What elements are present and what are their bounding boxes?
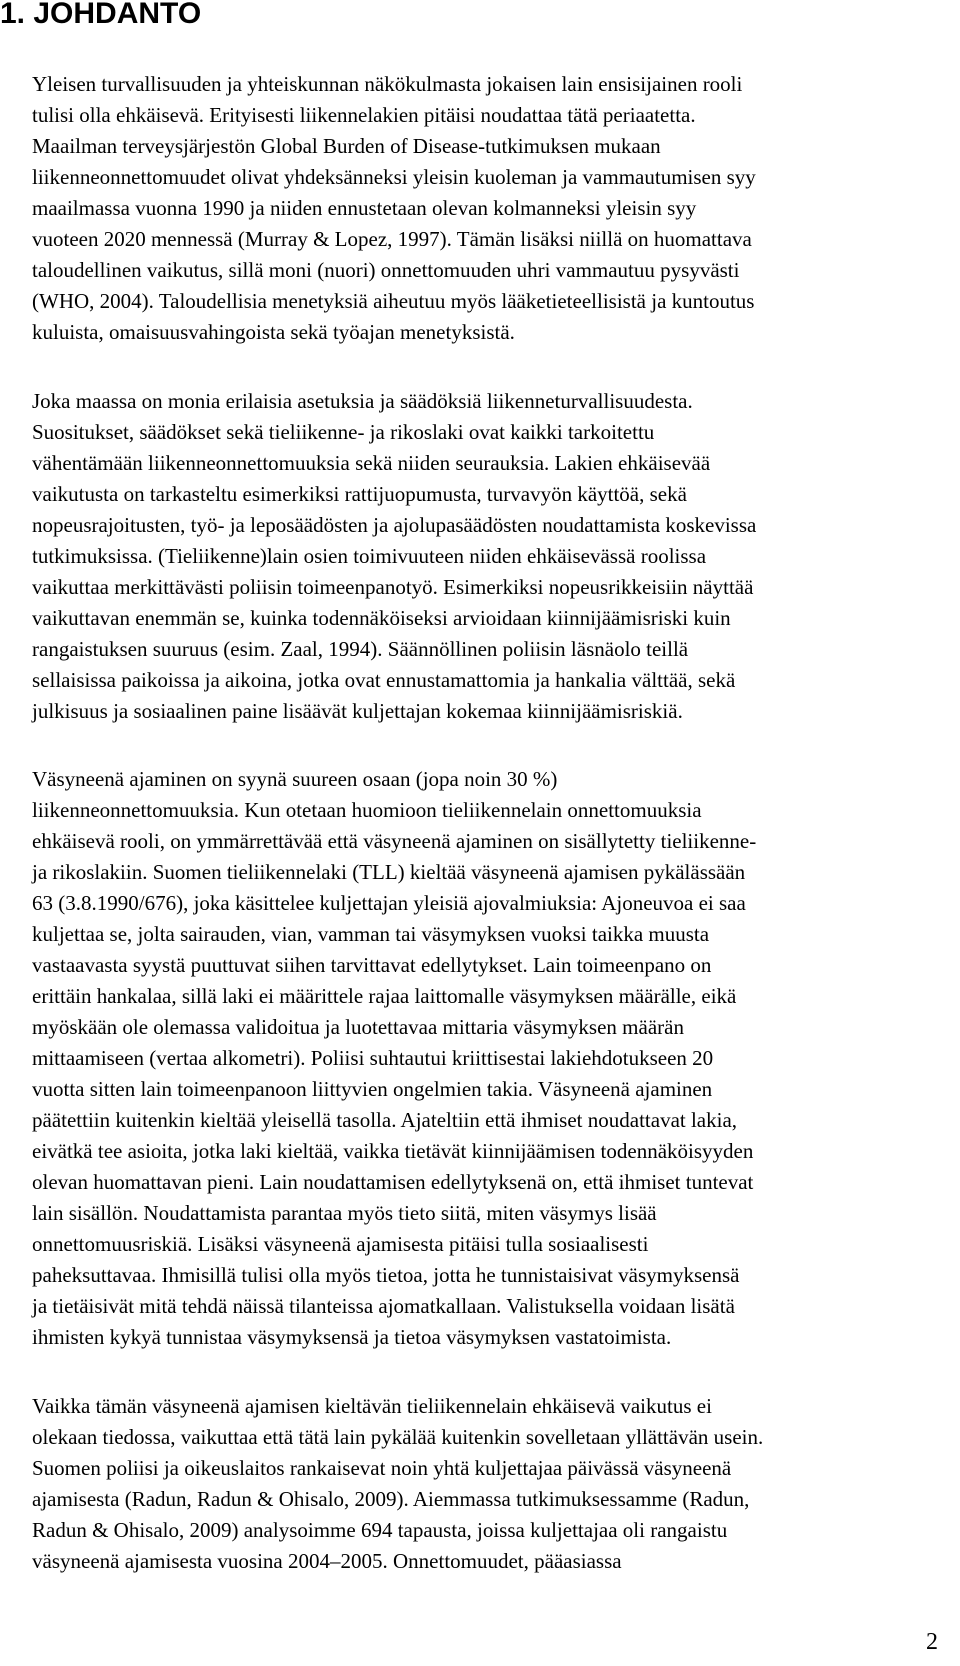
text-line: Suomen poliisi ja oikeuslaitos rankaisevat noin yhtä kuljettajaa päivässä väsyneenä	[32, 1456, 732, 1480]
text-line: ajamisesta (Radun, Radun & Ohisalo, 2009). Aiemmassa tutkimuksessamme (Radun,	[32, 1487, 750, 1511]
text-line: tulisi olla ehkäisevä. Erityisesti liikennelakien pitäisi noudattaa tätä periaatetta.	[32, 103, 696, 127]
text-line: Joka maassa on monia erilaisia asetuksia ja säädöksiä liikenneturvallisuudesta.	[32, 389, 693, 413]
text-line: Radun & Ohisalo, 2009) analysoimme 694 tapausta, joissa kuljettajaa oli rangaistu	[32, 1518, 728, 1542]
text-line: (WHO, 2004). Taloudellisia menetyksiä aiheutuu myös lääketieteellisistä ja kuntoutus	[32, 289, 755, 313]
text-line: rangaistuksen suuruus (esim. Zaal, 1994). Säännöllinen poliisin läsnäolo teillä	[32, 637, 689, 661]
section-heading: 1. JOHDANTO	[0, 0, 202, 30]
text-line: ehkäisevä rooli, on ymmärrettävää että väsyneenä ajaminen on sisällytetty tieliikenne-	[32, 829, 757, 853]
text-line: vaikuttavan enemmän se, kuinka todennäköiseksi arvioidaan kiinnijäämisriski kuin	[32, 606, 731, 630]
text-line: julkisuus ja sosiaalinen paine lisäävät kuljettajan kokemaa kiinnijäämisriskiä.	[32, 699, 683, 723]
text-line: myöskään ole olemassa validoitua ja luotettavaa mittaria väsymyksen määrän	[32, 1015, 684, 1039]
text-line: erittäin hankalaa, sillä laki ei määrittele rajaa laittomalle väsymyksen määrälle, eikä	[32, 984, 737, 1008]
text-line: lain sisällön. Noudattamista parantaa myös tieto siitä, miten väsymys lisää	[32, 1201, 657, 1225]
text-line: vaikutusta on tarkasteltu esimerkiksi rattijuopumusta, turvavyön käyttöä, sekä	[32, 482, 687, 506]
paragraph-4	[32, 1391, 942, 1577]
paragraph-2	[32, 386, 942, 727]
text-line: onnettomuusriskiä. Lisäksi väsyneenä ajamisesta pitäisi tulla sosiaalisesti	[32, 1232, 649, 1256]
text-line: taloudellinen vaikutus, sillä moni (nuori) onnettomuuden uhri vammautuu pysyvästi	[32, 258, 740, 282]
text-line: liikenneonnettomuudet olivat yhdeksänneksi yleisin kuoleman ja vammautumisen syy	[32, 165, 756, 189]
text-line: paheksuttavaa. Ihmisillä tulisi olla myös tietoa, jotta he tunnistaisivat väsymyksensä	[32, 1263, 740, 1287]
text-line: ihmisten kykyä tunnistaa väsymyksensä ja tietoa väsymyksen vastatoimista.	[32, 1325, 672, 1349]
text-line: sellaisissa paikoissa ja aikoina, jotka ovat ennustamattomia ja hankalia välttää, sekä	[32, 668, 736, 692]
text-line: kuluista, omaisuusvahingoista sekä työajan menetyksistä.	[32, 320, 515, 344]
text-line: Vaikka tämän väsyneenä ajamisen kieltävän tieliikennelain ehkäisevä vaikutus ei	[32, 1394, 712, 1418]
text-line: vastaavasta syystä puuttuvat siihen tarvittavat edellytykset. Lain toimeenpano on	[32, 953, 712, 977]
text-line: Väsyneenä ajaminen on syynä suureen osaan (jopa noin 30 %)	[32, 767, 558, 791]
paragraph-3	[32, 764, 942, 1353]
page-number: 2	[926, 1629, 938, 1655]
paragraph-1	[32, 69, 942, 348]
text-line: väsyneenä ajamisesta vuosina 2004–2005. Onnettomuudet, pääasiassa	[32, 1549, 622, 1573]
text-line: kuljettaa se, jolta sairauden, vian, vamman tai väsymyksen vuoksi taikka muusta	[32, 922, 710, 946]
text-line: vuoteen 2020 mennessä (Murray & Lopez, 1997). Tämän lisäksi niillä on huomattava	[32, 227, 752, 251]
text-line: päätettiin kuitenkin kieltää yleisellä tasolla. Ajateltiin että ihmiset noudattavat lakia,	[32, 1108, 738, 1132]
text-line: eivätkä tee asioita, jotka laki kieltää, vaikka tietävät kiinnijäämisen todennäköisyyden	[32, 1139, 754, 1163]
text-line: Maailman terveysjärjestön Global Burden of Disease-tutkimuksen mukaan	[32, 134, 661, 158]
text-line: Yleisen turvallisuuden ja yhteiskunnan näkökulmasta jokaisen lain ensisijainen rooli	[32, 72, 743, 96]
text-line: olekaan tiedossa, vaikuttaa että tätä lain pykälää kuitenkin sovelletaan yllättävän usein.	[32, 1425, 764, 1449]
text-line: ja tietäisivät mitä tehdä näissä tilanteissa ajomatkallaan. Valistuksella voidaan lisätä	[32, 1294, 735, 1318]
text-line: mittaamiseen (vertaa alkometri). Poliisi suhtautui kriittisestai lakiehdotukseen 20	[32, 1046, 714, 1070]
text-line: Suositukset, säädökset sekä tieliikenne- ja rikoslaki ovat kaikki tarkoitettu	[32, 420, 655, 444]
text-line: liikenneonnettomuuksia. Kun otetaan huomioon tieliikennelain onnettomuuksia	[32, 798, 702, 822]
text-line: nopeusrajoitusten, työ- ja leposäädösten ja ajolupasäädösten noudattamista koskevissa	[32, 513, 757, 537]
text-line: maailmassa vuonna 1990 ja niiden ennustetaan olevan kolmanneksi yleisin syy	[32, 196, 697, 220]
text-line: olevan huomattavan pieni. Lain noudattamisen edellytyksenä on, että ihmiset tuntevat	[32, 1170, 754, 1194]
text-line: ja rikoslakiin. Suomen tieliikennelaki (TLL) kieltää väsyneenä ajamisen pykälässään	[32, 860, 746, 884]
text-line: vaikuttaa merkittävästi poliisin toimeenpanotyö. Esimerkiksi nopeusrikkeisiin näyttää	[32, 575, 754, 599]
text-line: 63 (3.8.1990/676), joka käsittelee kuljettajan yleisiä ajovalmiuksia: Ajoneuvoa ei saa	[32, 891, 746, 915]
text-line: vuotta sitten lain toimeenpanoon liittyvien ongelmien takia. Väsyneenä ajaminen	[32, 1077, 713, 1101]
text-line: vähentämään liikenneonnettomuuksia sekä niiden seurauksia. Lakien ehkäisevää	[32, 451, 711, 475]
text-line: tutkimuksissa. (Tieliikenne)lain osien toimivuuteen niiden ehkäisevässä roolissa	[32, 544, 707, 568]
